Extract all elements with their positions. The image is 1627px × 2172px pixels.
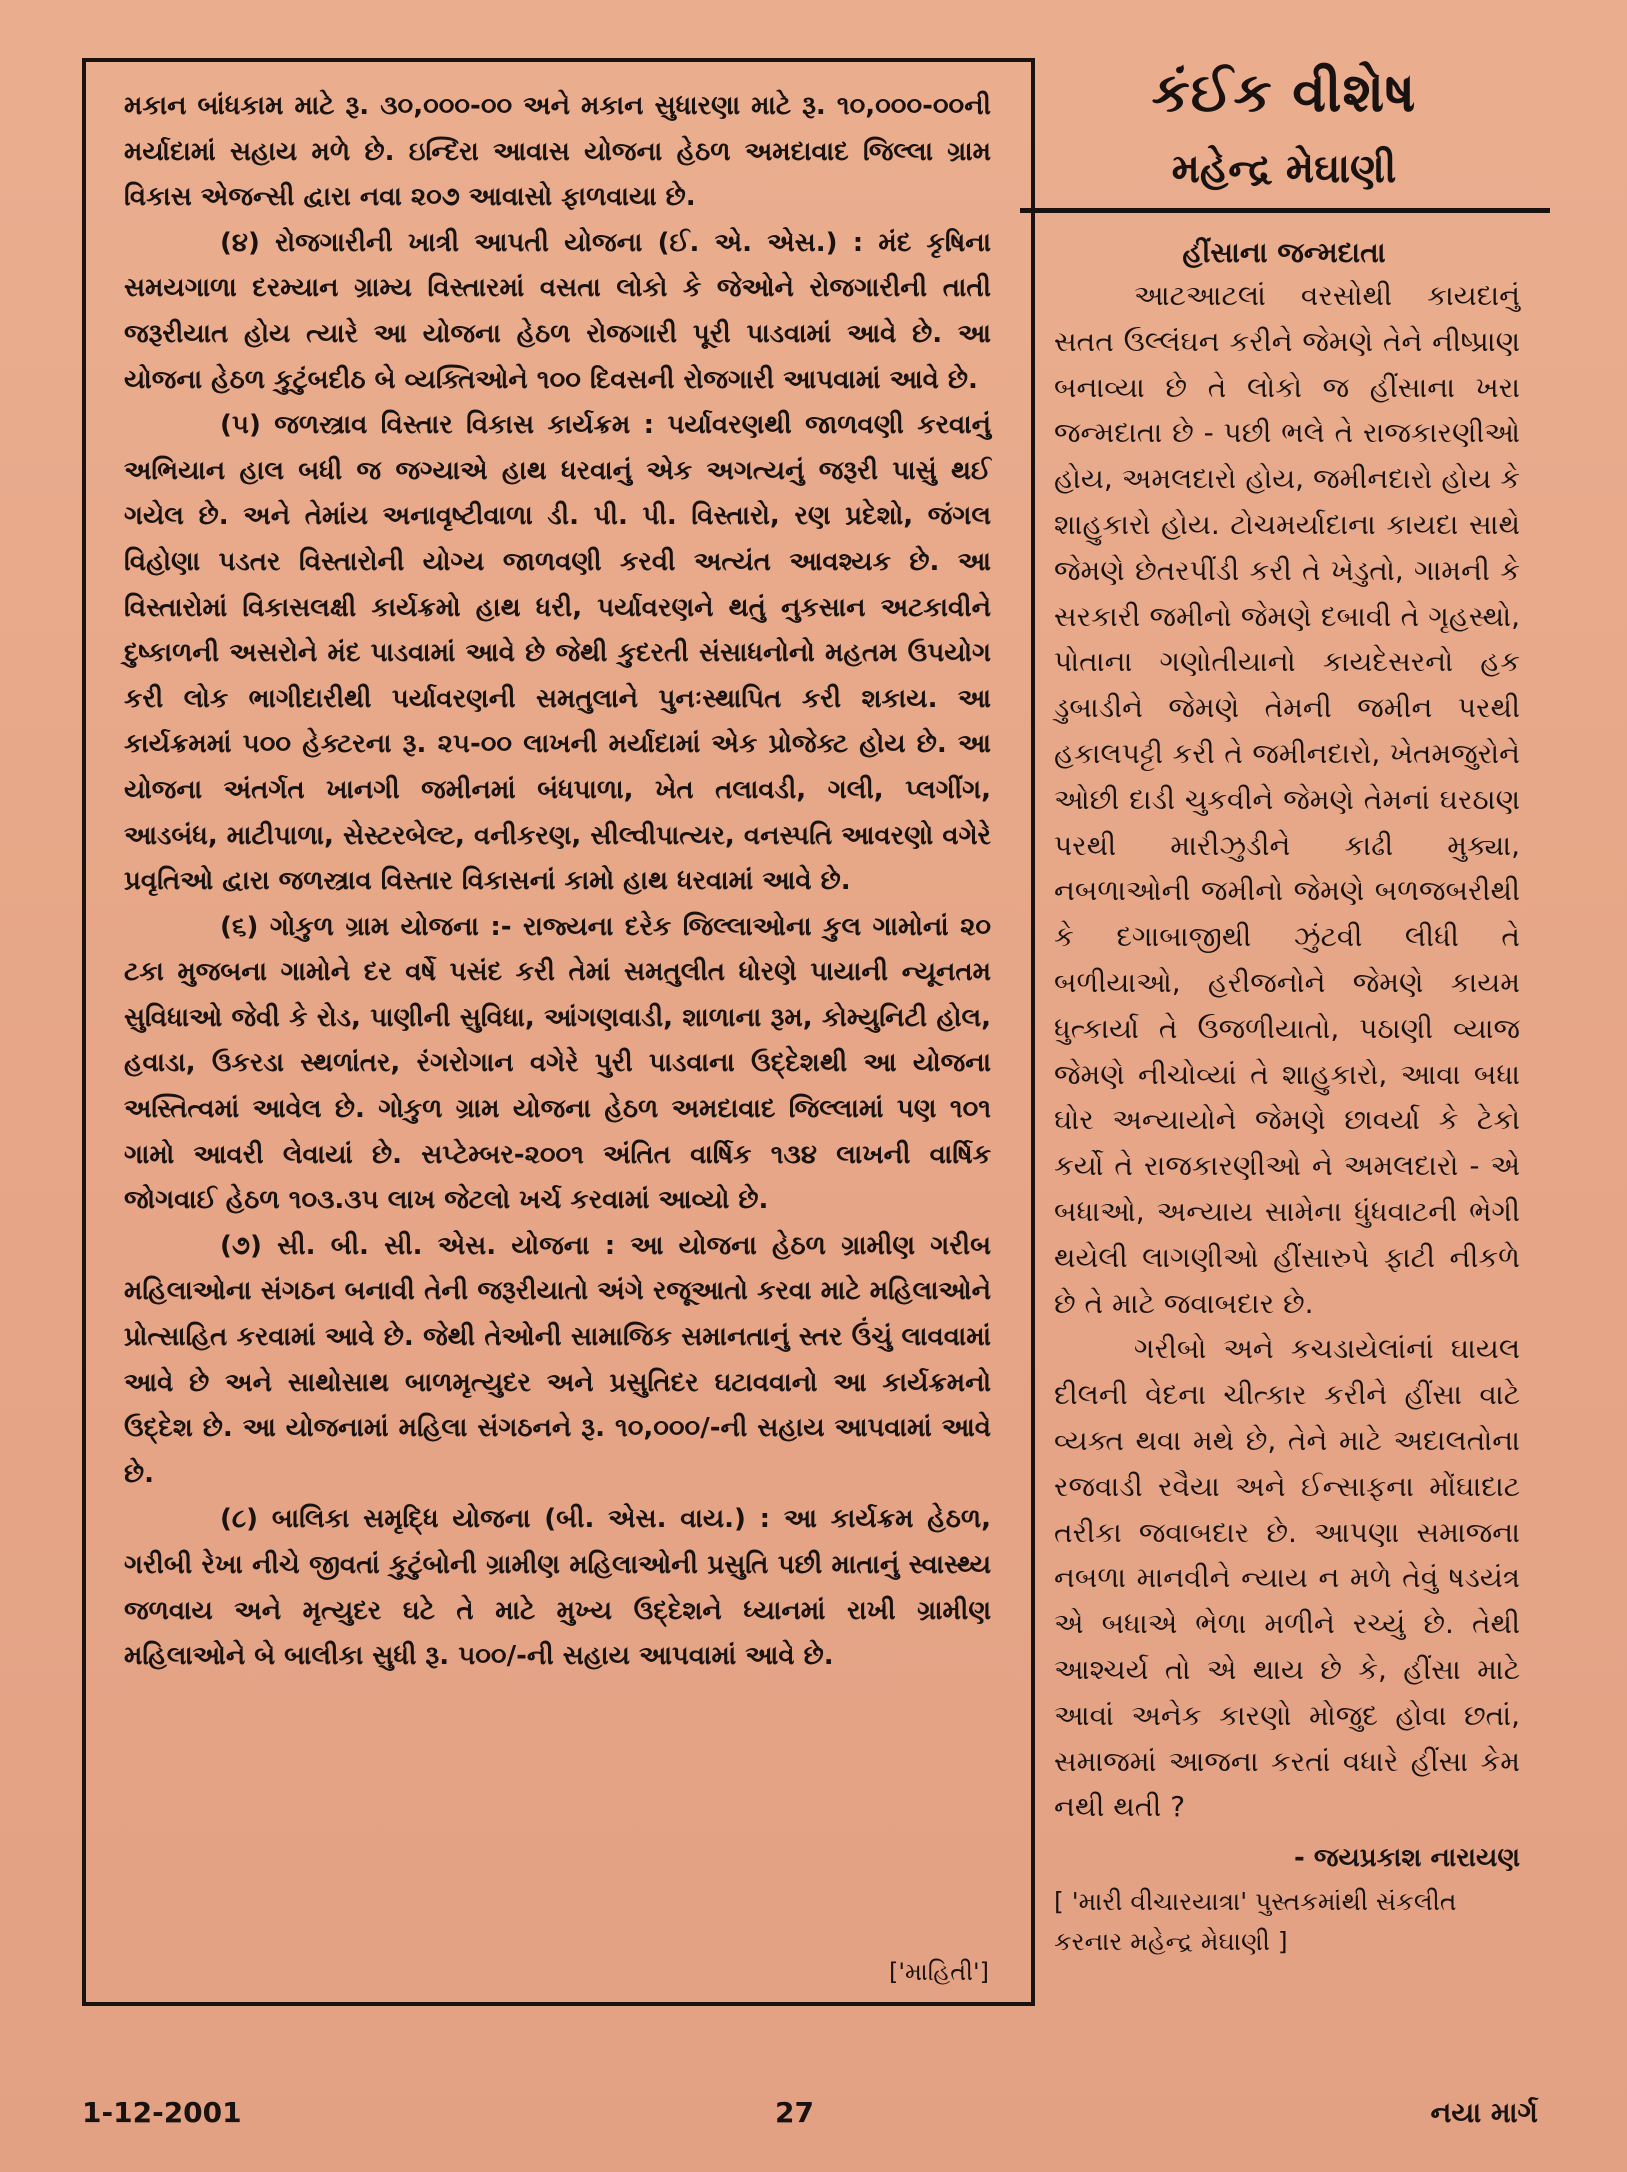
footer-date: 1-12-2001 bbox=[82, 2096, 242, 2129]
column-signature: - જયપ્રકાશ નારાયણ bbox=[1294, 1843, 1520, 1874]
column-paragraph-2: ગરીબો અને કચડાયેલાંનાં ઘાયલ દીલની વેદના ચીત્કાર કરીને હીંસા વાટે વ્યક્ત થવા મથે છે, તેને માટે અદાલતોના રજવાડી રવૈયા અને ઈન્સાફના મોંઘાદાટ તરીકા જવાબદાર છે. આપણા સમાજના નબળા માનવીને ન્યાય ન મળે તેવું ષડયંત્ર એ બધાએ ભેળા મળીને રચ્યું છે. તેથી આશ્ચર્ય તો એ થાય છે કે, હીંસા માટે આવાં અનેક કારણો મોજુદ હોવા છતાં, સમાજમાં આજના કરતાં વધારે હીંસા કેમ નથી થતી ? bbox=[1054, 1332, 1520, 1824]
magazine-name: નયા માર્ગ bbox=[1430, 2096, 1538, 2129]
right-column bbox=[1024, 58, 1544, 1962]
column-credit: [ 'મારી વીચારયાત્રા' પુસ્તકમાંથી સંકલીત કરનાર મહેન્દ્ર મેઘાણી ] bbox=[1054, 1887, 1457, 1957]
column-body bbox=[1024, 273, 1544, 1830]
paragraph-housing: મકાન બાંધકામ માટે રૂ. ૩૦,૦૦૦-૦૦ અને મકાન સુધારણા માટે રૂ. ૧૦,૦૦૦-૦૦ની મર્યાદામાં સહાય મળે છે. ઇન્દિરા આવાસ યોજના હેઠળ અમદાવાદ જિલ્લા ગ્રામ વિકાસ એજન્સી દ્વારા નવા ૨૦૭ આવાસો ફાળવાયા છે. bbox=[124, 91, 991, 213]
paragraph-balika bbox=[124, 1497, 991, 1679]
body-balika: આ કાર્યક્રમ હેઠળ, ગરીબી રેખા નીચે જીવતાં કુટુંબોની ગ્રામીણ મહિલાઓની પ્રસુતિ પછી માતાનું સ્વાસ્થ્ય જળવાય અને મૃત્યુદર ઘટે તે માટે મુખ્ય ઉદ્દેશને ધ્યાનમાં રાખી ગ્રામીણ મહિલાઓને બે બાલીકા સુધી રૂ. ૫૦૦/-ની સહાય આપવામાં આવે છે. bbox=[124, 1504, 991, 1672]
body-employment-scheme: મંદ કૃષિના સમયગાળા દરમ્યાન ગ્રામ્ય વિસ્તારમાં વસતા લોકો કે જેઓને રોજગારીની તાતી જરૂરીયાત હોય ત્યારે આ યોજના હેઠળ રોજગારી પૂરી પાડવામાં આવે છે. આ યોજના હેઠળ કુટુંબદીઠ બે વ્યક્તિઓને ૧૦૦ દિવસની રોજગારી આપવામાં આવે છે. bbox=[124, 227, 992, 395]
source-tag: ['માહિતી'] bbox=[888, 1958, 989, 1986]
heading-gokul-gram: (૬) ગોકુળ ગ્રામ યોજના :- bbox=[220, 911, 512, 942]
column-paragraph-1: આટઆટલાં વરસોથી કાયદાનું સતત ઉલ્લંઘન કરીને જેમણે તેને નીષ્પ્રાણ બનાવ્યા છે તે લોકો જ હીંસાના ખરા જન્મદાતા છે - પછી ભલે તે રાજકારણીઓ હોય, અમલદારો હોય, જમીનદારો હોય કે શાહુકારો હોય. ટોચમર્યાદાના કાયદા સાથે જેમણે છેતરપીંડી કરી તે ખેડુતો, ગામની કે સરકારી જમીનો જેમણે દબાવી તે ગૃહસ્થો, પોતાના ગણોતીયાનો કાયદેસરનો હક ડુબાડીને જેમણે તેમની જમીન પરથી હકાલપટ્ટી કરી તે જમીનદારો, ખેતમજુરોને ઓછી દાડી ચુકવીને જેમણે તેમનાં ઘરઠાણ પરથી મારીઝુડીને કાઢી મુક્યા, નબળાઓની જમીનો જેમણે બળજબરીથી કે દગાબાજીથી ઝુંટવી લીધી તે બળીયાઓ, હરીજનોને જેમણે કાયમ ધુત્કાર્યા તે ઉજળીયાતો, પઠાણી વ્યાજ જેમણે નીચોવ્યાં તે શાહુકારો, આવા બધા ઘોર અન્યાયોને જેમણે છાવર્યા કે ટેકો કર્યો તે રાજકારણીઓ ને અમલદારો - એ બધાઓ, અન્યાય સામેના ધુંધવાટની ભેગી થયેલી લાગણીઓ હીંસારુપે ફાટી નીકળે છે તે માટે જવાબદાર છે. bbox=[1054, 279, 1520, 1320]
paragraph-cbcs bbox=[124, 1224, 991, 1498]
paragraph-gokul-gram bbox=[124, 905, 991, 1224]
paragraph-watershed bbox=[124, 403, 991, 905]
body-cbcs: આ યોજના હેઠળ ગ્રામીણ ગરીબ મહિલાઓના સંગઠન બનાવી તેની જરૂરીયાતો અંગે રજૂઆતો કરવા માટે મહિલાઓને પ્રોત્સાહિત કરવામાં આવે છે. જેથી તેઓની સામાજિક સમાનતાનું સ્તર ઉંચું લાવવામાં આવે છે અને સાથોસાથ બાળમૃત્યુદર અને પ્રસુતિદર ઘટાવવાનો આ કાર્યક્રમનો ઉદ્દેશ છે. આ યોજનામાં મહિલા સંગઠનને રૂ. ૧૦,૦૦૦/-ની સહાય આપવામાં આવે છે. bbox=[124, 1230, 991, 1489]
column-subtitle: હીંસાના જન્મદાતા bbox=[1182, 236, 1386, 269]
left-article-box bbox=[82, 58, 1035, 2006]
heading-watershed: (૫) જળસ્ત્રાવ વિસ્તાર વિકાસ કાર્યક્રમ : bbox=[220, 410, 655, 441]
column-title: કંઈક વીશેષ bbox=[1151, 61, 1417, 124]
page-number: 27 bbox=[775, 2096, 814, 2129]
column-divider bbox=[1020, 208, 1550, 213]
body-watershed: પર્યાવરણથી જાળવણી કરવાનું અભિયાન હાલ બધી જ જગ્યાએ હાથ ધરવાનું એક અગત્યનું જરૂરી પાસું થઈ ગયેલ છે. અને તેમાંય અનાવૃષ્ટીવાળા ડી. પી. પી. વિસ્તારો, રણ પ્રદેશો, જંગલ વિહોણા પડતર વિસ્તારોની યોગ્ય જાળવણી કરવી અત્યંત આવશ્યક છે. આ વિસ્તારોમાં વિકાસલક્ષી કાર્યક્રમો હાથ ધરી, પર્યાવરણને થતું નુકસાન અટકાવીને દુષ્કાળની અસરોને મંદ પાડવામાં આવે છે જેથી કુદરતી સંસાધનોનો મહતમ ઉપયોગ કરી લોક ભાગીદારીથી પર્યાવરણની સમતુલાને પુનઃસ્થાપિત કરી શકાય. આ કાર્યક્રમમાં ૫૦૦ હેક્ટરના રૂ. ૨૫-૦૦ લાખની મર્યાદામાં એક પ્રોજેક્ટ હોય છે. આ યોજના અંતર્ગત ખાનગી જમીનમાં બંધપાળા, ખેત તલાવડી, ગલી, પ્લગીંગ, આડબંધ, માટીપાળા, સેસ્ટરબેલ્ટ, વનીકરણ, સીલ્વીપાત્યર, વનસ્પતિ આવરણો વગેરે પ્રવૃતિઓ દ્વારા જળસ્ત્રાવ વિસ્તાર વિકાસનાં કામો હાથ ધરવામાં આવે છે. bbox=[124, 410, 991, 897]
page-footer bbox=[82, 2096, 1538, 2136]
heading-cbcs: (૭) સી. બી. સી. એસ. યોજના : bbox=[220, 1230, 616, 1261]
body-gokul-gram: રાજ્યના દરેક જિલ્લાઓના કુલ ગામોનાં ૨૦ ટકા મુજબના ગામોને દર વર્ષે પસંદ કરી તેમાં સમતુલીત ધોરણે પાયાની ન્યૂનતમ સુવિધાઓ જેવી કે રોડ, પાણીની સુવિધા, આંગણવાડી, શાળાના રૂમ, કોમ્યુનિટી હોલ, હવાડા, ઉકરડા સ્થળાંતર, રંગરોગાન વગેરે પુરી પાડવાના ઉદ્દેશથી આ યોજના અસ્તિત્વમાં આવેલ છે. ગોકુળ ગ્રામ યોજના હેઠળ અમદાવાદ જિલ્લામાં પણ ૧૦૧ ગામો આવરી લેવાયાં છે. સપ્ટેમ્બર-૨૦૦૧ અંતિત વાર્ષિક ૧૩૪ લાખની વાર્ષિક જોગવાઈ હેઠળ ૧૦૩.૩૫ લાખ જેટલો ખર્ચ કરવામાં આવ્યો છે. bbox=[124, 911, 991, 1216]
heading-balika: (૮) બાલિકા સમૃદ્ધિ યોજના (બી. એસ. વાય.) : bbox=[220, 1504, 771, 1535]
paragraph-employment-scheme bbox=[124, 221, 991, 403]
heading-employment-scheme: (૪) રોજગારીની ખાત્રી આપતી યોજના (ઈ. એ. એસ.) : bbox=[220, 227, 864, 258]
column-author: મહેન્દ્ર મેઘાણી bbox=[1171, 146, 1397, 192]
